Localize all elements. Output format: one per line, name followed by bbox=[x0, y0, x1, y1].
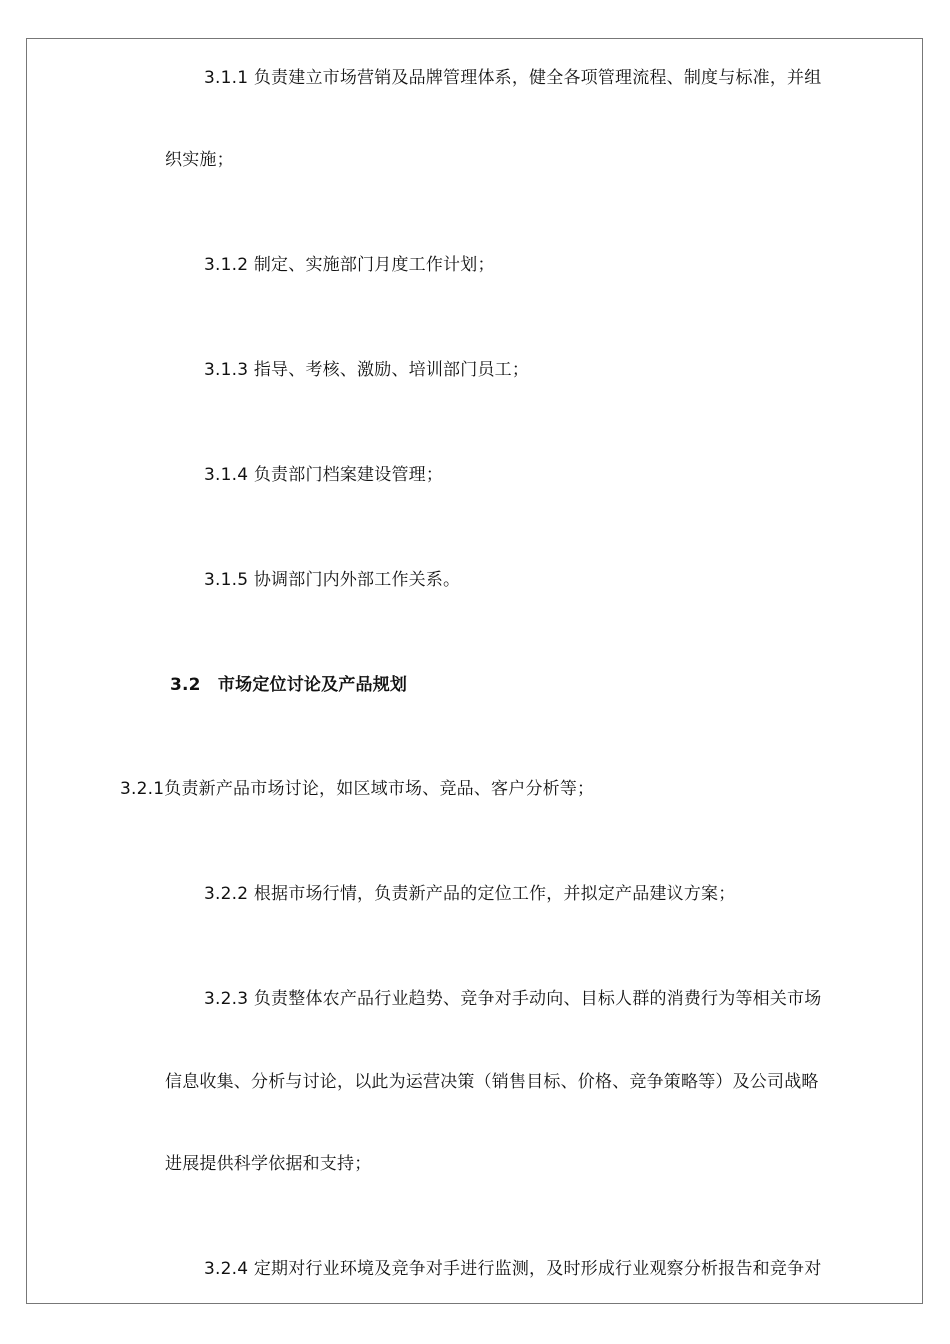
paragraph-3-1-1-line-2: 织实施； bbox=[165, 150, 234, 170]
paragraph-3-1-3: 3.1.3 指导、考核、激励、培训部门员工； bbox=[204, 360, 530, 380]
paragraph-3-2-4-line-1: 3.2.4 定期对行业环境及竞争对手进行监测，及时形成行业观察分析报告和竞争对 bbox=[204, 1259, 822, 1279]
paragraph-3-1-5: 3.1.5 协调部门内外部工作关系。 bbox=[204, 570, 461, 590]
section-heading-3-2: 3.2 市场定位讨论及产品规划 bbox=[170, 675, 408, 695]
paragraph-3-2-2: 3.2.2 根据市场行情，负责新产品的定位工作，并拟定产品建议方案； bbox=[204, 884, 736, 904]
paragraph-3-1-1-line-1: 3.1.1 负责建立市场营销及品牌管理体系，健全各项管理流程、制度与标准，并组 bbox=[204, 68, 822, 88]
paragraph-3-2-3-line-3: 进展提供科学依据和支持； bbox=[165, 1154, 372, 1174]
paragraph-3-1-2: 3.1.2 制定、实施部门月度工作计划； bbox=[204, 255, 495, 275]
paragraph-3-2-3-line-2: 信息收集、分析与讨论，以此为运营决策（销售目标、价格、竞争策略等）及公司战略 bbox=[165, 1072, 819, 1092]
paragraph-3-2-3-line-1: 3.2.3 负责整体农产品行业趋势、竞争对手动向、目标人群的消费行为等相关市场 bbox=[204, 989, 822, 1009]
page-border bbox=[26, 38, 923, 1304]
paragraph-3-1-4: 3.1.4 负责部门档案建设管理； bbox=[204, 465, 444, 485]
paragraph-3-2-1: 3.2.1负责新产品市场讨论，如区域市场、竞品、客户分析等； bbox=[120, 779, 595, 799]
